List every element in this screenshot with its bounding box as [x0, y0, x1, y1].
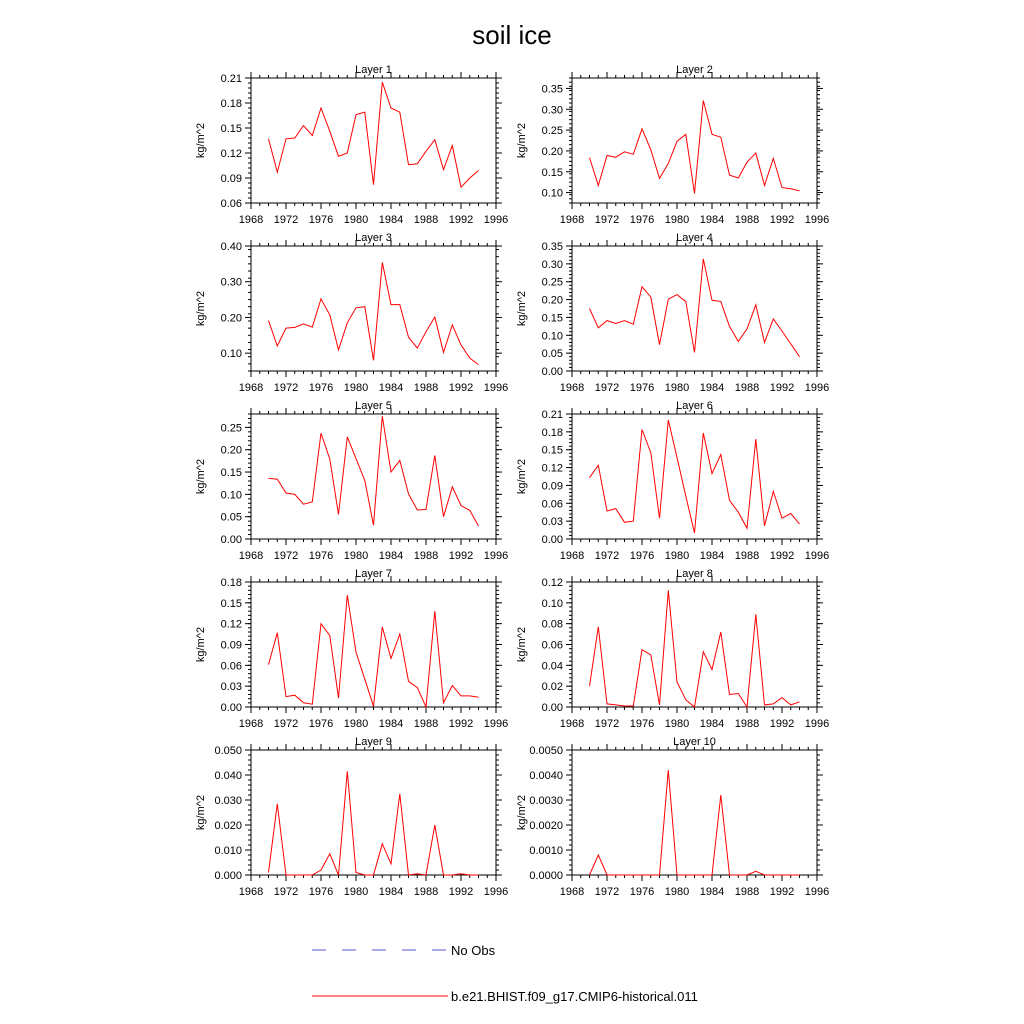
x-tick-label: 1984	[699, 550, 725, 562]
x-tick-label: 1980	[343, 382, 369, 394]
x-tick-label: 1972	[594, 550, 620, 562]
y-tick-label: 0.15	[541, 312, 563, 325]
x-tick-label: 1976	[629, 718, 655, 730]
y-tick-label: 0.0050	[529, 745, 563, 757]
x-tick-label: 1980	[343, 550, 369, 562]
x-tick-label: 1988	[413, 718, 439, 730]
y-tick-label: 0.12	[541, 577, 563, 589]
x-tick-label: 1976	[308, 718, 334, 730]
y-tick-label: 0.050	[214, 745, 242, 757]
x-tick-label: 1968	[559, 718, 585, 730]
x-tick-label: 1972	[594, 382, 620, 394]
y-tick-label: 0.25	[541, 125, 563, 138]
series-line	[269, 82, 479, 187]
y-tick-label: 0.010	[214, 845, 242, 857]
y-tick-label: 0.0040	[529, 770, 563, 782]
y-axis-label: kg/m^2	[516, 458, 528, 495]
x-tick-label: 1980	[664, 718, 690, 730]
y-tick-label: 0.0030	[529, 795, 563, 807]
x-tick-label: 1984	[699, 382, 725, 394]
x-tick-label: 1984	[699, 886, 725, 898]
legend	[312, 943, 698, 1004]
x-tick-label: 1976	[629, 214, 655, 226]
y-tick-label: 0.05	[541, 348, 563, 361]
y-tick-label: 0.30	[220, 276, 242, 289]
x-tick-label: 1984	[378, 214, 404, 226]
x-tick-label: 1996	[804, 886, 830, 898]
x-tick-label: 1980	[343, 886, 369, 898]
panel-layer-7	[195, 568, 508, 730]
series-line	[590, 101, 800, 194]
panel-layer-8	[516, 568, 829, 730]
x-tick-label: 1992	[769, 550, 795, 562]
x-tick-label: 1968	[238, 214, 264, 226]
y-tick-label: 0.10	[220, 489, 242, 502]
y-axis-label: kg/m^2	[516, 290, 528, 327]
y-tick-label: 0.18	[220, 98, 242, 110]
x-tick-label: 1992	[448, 382, 474, 394]
y-tick-label: 0.05	[220, 511, 242, 524]
panel-layer-9	[195, 736, 508, 898]
x-tick-label: 1984	[699, 718, 725, 730]
plot-frame	[251, 582, 496, 707]
panel-layer-4	[516, 232, 829, 394]
x-tick-label: 1980	[664, 214, 690, 226]
y-tick-label: 0.35	[541, 83, 563, 96]
plot-frame	[251, 246, 496, 371]
panel-title: Layer 8	[676, 568, 713, 580]
y-tick-label: 0.06	[541, 639, 563, 652]
x-tick-label: 1976	[629, 550, 655, 562]
panel-title: Layer 3	[355, 232, 392, 244]
x-tick-label: 1976	[629, 886, 655, 898]
panel-title: Layer 1	[355, 64, 392, 76]
x-tick-label: 1996	[483, 550, 509, 562]
y-axis-label: kg/m^2	[195, 626, 207, 663]
x-tick-label: 1984	[378, 550, 404, 562]
x-tick-label: 1980	[343, 718, 369, 730]
panels-grid	[195, 64, 829, 898]
y-tick-label: 0.00	[220, 534, 242, 546]
panel-layer-2	[516, 64, 829, 226]
x-tick-label: 1976	[308, 550, 334, 562]
x-tick-label: 1980	[664, 382, 690, 394]
x-tick-label: 1988	[413, 886, 439, 898]
plot-frame	[572, 414, 817, 539]
y-tick-label: 0.09	[220, 639, 242, 652]
y-tick-label: 0.020	[214, 820, 242, 832]
y-tick-label: 0.030	[214, 795, 242, 807]
y-tick-label: 0.21	[220, 73, 242, 85]
x-tick-label: 1968	[559, 886, 585, 898]
x-tick-label: 1992	[769, 886, 795, 898]
y-tick-label: 0.40	[220, 241, 242, 253]
series-line	[590, 770, 800, 875]
x-tick-label: 1996	[804, 214, 830, 226]
y-axis-label: kg/m^2	[195, 290, 207, 327]
y-tick-label: 0.03	[541, 516, 563, 529]
x-tick-label: 1988	[734, 886, 760, 898]
x-tick-label: 1976	[308, 214, 334, 226]
y-tick-label: 0.06	[220, 198, 242, 210]
x-tick-label: 1980	[664, 886, 690, 898]
x-tick-label: 1988	[413, 382, 439, 394]
plot-frame	[251, 750, 496, 875]
x-tick-label: 1972	[594, 718, 620, 730]
x-tick-label: 1992	[769, 718, 795, 730]
y-tick-label: 0.12	[541, 462, 563, 475]
y-axis-label: kg/m^2	[195, 794, 207, 831]
y-tick-label: 0.09	[220, 173, 242, 185]
y-tick-label: 0.20	[541, 145, 563, 158]
y-tick-label: 0.00	[541, 534, 563, 546]
x-tick-label: 1992	[769, 382, 795, 394]
y-tick-label: 0.0000	[529, 870, 563, 882]
panel-layer-3	[195, 232, 508, 394]
x-tick-label: 1968	[238, 382, 264, 394]
panel-title: Layer 4	[676, 232, 713, 244]
x-tick-label: 1996	[804, 382, 830, 394]
y-tick-label: 0.30	[541, 258, 563, 271]
legend-label-no-obs: No Obs	[451, 943, 496, 958]
x-tick-label: 1984	[378, 886, 404, 898]
y-tick-label: 0.04	[541, 660, 563, 673]
y-tick-label: 0.00	[541, 702, 563, 714]
x-tick-label: 1996	[804, 550, 830, 562]
y-tick-label: 0.06	[220, 660, 242, 673]
y-tick-label: 0.20	[220, 312, 242, 325]
series-line	[269, 595, 479, 707]
series-line	[590, 259, 800, 357]
y-tick-label: 0.10	[541, 187, 563, 200]
panel-title: Layer 5	[355, 400, 392, 412]
y-tick-label: 0.06	[541, 498, 563, 511]
x-tick-label: 1968	[559, 214, 585, 226]
x-tick-label: 1984	[699, 214, 725, 226]
x-tick-label: 1980	[664, 550, 690, 562]
series-line	[590, 420, 800, 533]
y-tick-label: 0.30	[541, 104, 563, 117]
y-tick-label: 0.12	[220, 148, 242, 160]
panel-title: Layer 9	[355, 736, 392, 748]
series-line	[269, 262, 479, 364]
y-tick-label: 0.10	[541, 597, 563, 610]
x-tick-label: 1988	[413, 550, 439, 562]
x-tick-label: 1992	[769, 214, 795, 226]
series-line	[590, 590, 800, 707]
x-tick-label: 1984	[378, 382, 404, 394]
y-tick-label: 0.15	[220, 597, 242, 610]
panel-layer-1	[195, 64, 508, 226]
x-tick-label: 1972	[273, 214, 299, 226]
y-tick-label: 0.09	[541, 480, 563, 493]
y-tick-label: 0.20	[541, 294, 563, 307]
x-tick-label: 1992	[448, 886, 474, 898]
y-axis-label: kg/m^2	[195, 458, 207, 495]
x-tick-label: 1988	[413, 214, 439, 226]
y-tick-label: 0.15	[220, 467, 242, 480]
x-tick-label: 1996	[483, 718, 509, 730]
panel-title: Layer 10	[673, 736, 716, 748]
y-tick-label: 0.12	[220, 618, 242, 631]
panel-layer-5	[195, 400, 508, 562]
panel-title: Layer 7	[355, 568, 392, 580]
y-axis-label: kg/m^2	[195, 122, 207, 159]
y-tick-label: 0.25	[220, 422, 242, 435]
x-tick-label: 1968	[238, 550, 264, 562]
x-tick-label: 1972	[273, 382, 299, 394]
y-tick-label: 0.15	[220, 123, 242, 135]
y-tick-label: 0.18	[541, 426, 563, 439]
x-tick-label: 1984	[378, 718, 404, 730]
x-tick-label: 1996	[483, 886, 509, 898]
y-tick-label: 0.25	[541, 276, 563, 289]
y-tick-label: 0.00	[541, 366, 563, 378]
x-tick-label: 1972	[273, 718, 299, 730]
y-tick-label: 0.15	[541, 166, 563, 179]
y-tick-label: 0.18	[220, 577, 242, 589]
x-tick-label: 1996	[804, 718, 830, 730]
y-tick-label: 0.15	[541, 444, 563, 457]
x-tick-label: 1988	[734, 718, 760, 730]
y-tick-label: 0.10	[541, 330, 563, 343]
plot-frame	[572, 78, 817, 203]
panel-layer-6	[516, 400, 829, 562]
y-tick-label: 0.10	[220, 348, 242, 361]
y-tick-label: 0.040	[214, 770, 242, 782]
y-tick-label: 0.00	[220, 702, 242, 714]
y-tick-label: 0.03	[220, 681, 242, 694]
y-tick-label: 0.20	[220, 444, 242, 457]
y-tick-label: 0.0010	[529, 845, 563, 857]
x-tick-label: 1972	[594, 886, 620, 898]
x-tick-label: 1992	[448, 550, 474, 562]
y-tick-label: 0.02	[541, 681, 563, 694]
y-tick-label: 0.000	[214, 870, 242, 882]
x-tick-label: 1968	[238, 886, 264, 898]
figure-title: soil ice	[472, 20, 552, 50]
x-tick-label: 1988	[734, 382, 760, 394]
panel-title: Layer 6	[676, 400, 713, 412]
x-tick-label: 1988	[734, 214, 760, 226]
y-axis-label: kg/m^2	[516, 122, 528, 159]
y-tick-label: 0.35	[541, 241, 563, 253]
x-tick-label: 1992	[448, 214, 474, 226]
x-tick-label: 1976	[629, 382, 655, 394]
x-tick-label: 1972	[594, 214, 620, 226]
x-tick-label: 1992	[448, 718, 474, 730]
y-tick-label: 0.08	[541, 618, 563, 631]
panel-layer-10	[516, 736, 829, 898]
legend-label-model: b.e21.BHIST.f09_g17.CMIP6-historical.011	[451, 989, 698, 1004]
y-axis-label: kg/m^2	[516, 794, 528, 831]
panel-title: Layer 2	[676, 64, 713, 76]
x-tick-label: 1972	[273, 550, 299, 562]
x-tick-label: 1968	[559, 382, 585, 394]
series-line	[269, 416, 479, 526]
x-tick-label: 1972	[273, 886, 299, 898]
x-tick-label: 1980	[343, 214, 369, 226]
y-tick-label: 0.0020	[529, 820, 563, 832]
x-tick-label: 1968	[559, 550, 585, 562]
x-tick-label: 1996	[483, 382, 509, 394]
y-axis-label: kg/m^2	[516, 626, 528, 663]
x-tick-label: 1976	[308, 886, 334, 898]
x-tick-label: 1976	[308, 382, 334, 394]
plot-frame	[572, 750, 817, 875]
plot-frame	[572, 582, 817, 707]
series-line	[269, 771, 479, 875]
x-tick-label: 1968	[238, 718, 264, 730]
x-tick-label: 1988	[734, 550, 760, 562]
x-tick-label: 1996	[483, 214, 509, 226]
y-tick-label: 0.21	[541, 409, 563, 421]
